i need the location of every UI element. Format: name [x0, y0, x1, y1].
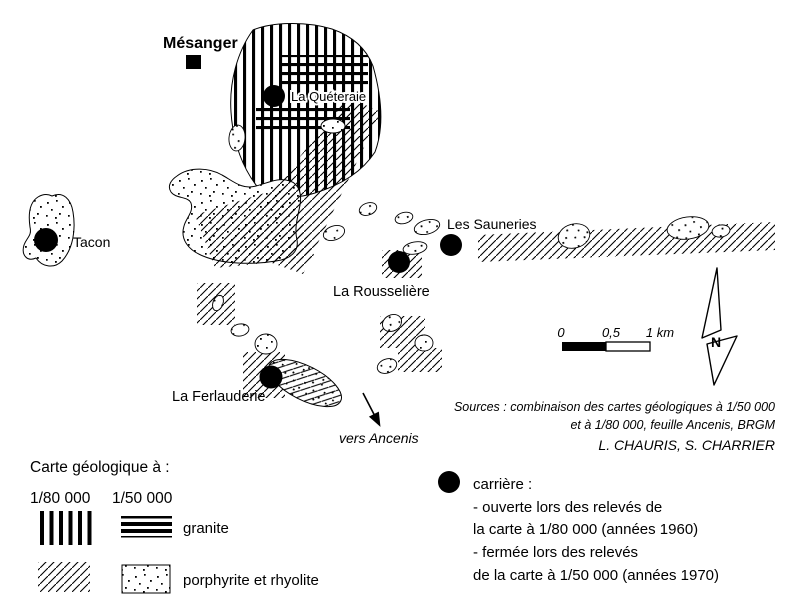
- carriere-title: carrière :: [473, 476, 533, 493]
- label-queteraie: La Quéteraie: [291, 89, 367, 104]
- legend-title: Carte géologique à :: [30, 459, 170, 476]
- north-label: N: [710, 334, 722, 350]
- carriere-line-4: de la carte à 1/50 000 (années 1970): [473, 567, 720, 584]
- granite-swatch-50000: [121, 516, 172, 538]
- quarry-dot-ferlauderie: [260, 366, 283, 389]
- ancenis-arrow: [363, 393, 379, 424]
- label-rousseliere: La Rousselière: [333, 284, 430, 300]
- label-ferlauderie: La Ferlauderie: [172, 389, 266, 405]
- quarry-dot-tacon: [34, 228, 58, 252]
- granite-crosshatch-upper: [282, 55, 368, 90]
- scale-tick-1km: 1 km: [645, 325, 675, 340]
- legend-scale-80000: 1/80 000: [30, 490, 91, 507]
- north-arrow: [702, 268, 737, 385]
- sources-line1: Sources : combinaison des cartes géologiques à 1/50 000: [453, 400, 775, 414]
- mesanger-square: [186, 55, 201, 69]
- porphyrite-swatch-50000: [122, 565, 170, 593]
- label-mesanger: Mésanger: [163, 35, 238, 52]
- label-vers-ancenis: vers Ancenis: [339, 430, 419, 446]
- sources-line3: L. CHAURIS, S. CHARRIER: [598, 437, 775, 453]
- sources-line2: et à 1/80 000, feuille Ancenis, BRGM: [570, 418, 775, 432]
- quarry-dot-queteraie: [263, 85, 285, 107]
- carriere-line-2: la carte à 1/80 000 (années 1960): [473, 521, 699, 538]
- granite-swatch-80000: [40, 511, 92, 545]
- label-tacon: Tacon: [73, 234, 111, 250]
- quarry-dot-sauneries: [440, 234, 462, 256]
- geology-shapes: [23, 23, 775, 416]
- carriere-line-3: - fermée lors des relevés: [473, 544, 639, 561]
- legend-porphyrite-label: porphyrite et rhyolite: [183, 572, 319, 589]
- scale-tick-05: 0,5: [601, 325, 621, 340]
- carriere-block: [438, 471, 719, 584]
- porphyrite-swatch-80000: [38, 562, 90, 592]
- label-sauneries: Les Sauneries: [447, 216, 537, 232]
- legend-granite-label: granite: [183, 520, 229, 537]
- hatch-patch-4: [398, 348, 442, 372]
- scale-bar: [562, 342, 650, 351]
- legend-block: [30, 459, 319, 593]
- carriere-dot-icon: [438, 471, 460, 493]
- quarry-dot-rousseliere: [388, 251, 410, 273]
- carriere-line-1: - ouverte lors des relevés de: [473, 499, 663, 516]
- sources-block: [454, 400, 776, 453]
- legend-scale-50000: 1/50 000: [112, 490, 173, 507]
- scale-tick-0: 0: [557, 325, 565, 340]
